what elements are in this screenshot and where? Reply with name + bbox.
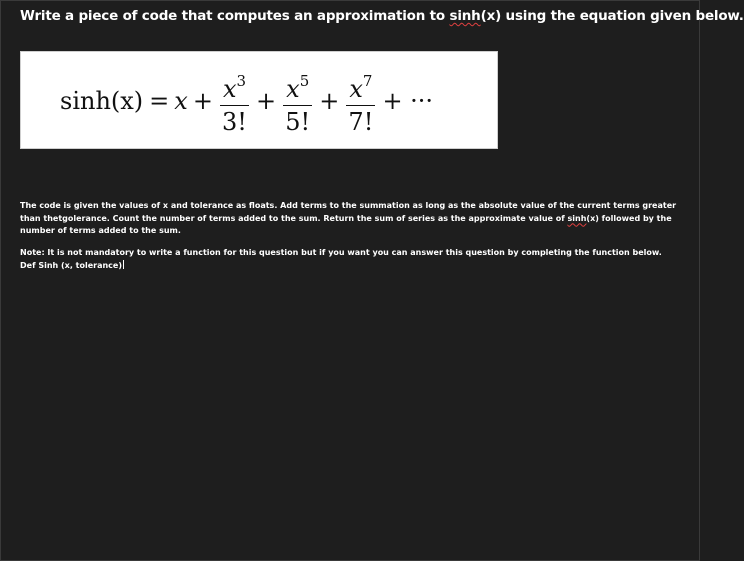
exponent: 3 <box>236 71 247 90</box>
term-x5 <box>283 67 312 136</box>
denominator: 3! <box>222 107 247 136</box>
question-title <box>20 6 744 26</box>
spellcheck-word: sinh <box>567 213 587 223</box>
denominator: 7! <box>348 107 374 136</box>
numerator <box>283 67 312 106</box>
plus-sign: + <box>256 87 277 115</box>
ellipsis-term: + ··· <box>382 87 434 115</box>
equals-sign: = <box>149 87 170 115</box>
numerator <box>346 67 375 106</box>
description-text-end: (x) followed by the number of terms added to the sum. <box>20 213 672 235</box>
note-text: Note: It is not mandatory to write a function for this question but if you want you can answer this question by completing the function below. <box>20 248 662 257</box>
function-signature[interactable] <box>20 260 685 273</box>
sinh-series-equation <box>59 52 438 150</box>
title-text-end: (x) using the equation given below. <box>480 8 744 24</box>
note-paragraph <box>20 247 685 272</box>
equation-first-term: x <box>174 87 188 115</box>
title-text: Write a piece of code that computes an approximation to <box>20 8 450 24</box>
numerator-base: x <box>349 74 363 103</box>
exponent: 5 <box>299 71 310 90</box>
plus-sign: + <box>192 87 213 115</box>
plus-sign: + <box>319 87 340 115</box>
exponent: 7 <box>362 71 373 90</box>
denominator: 5! <box>285 107 311 136</box>
text-cursor <box>123 260 124 269</box>
equation-lhs: sinh(x) <box>60 87 144 115</box>
description-text: The code is given the values of x and tolerance as floats. Add terms to the summation as long as the absolute value of the current terms greater than thetgolerance. Count the number of terms added to the sum. Return the sum of series as the approximate value of <box>20 201 677 223</box>
equation-image <box>20 51 498 149</box>
term-x3 <box>220 67 249 136</box>
numerator-base: x <box>286 74 300 103</box>
function-signature-text: Def Sinh (x, tolerance) <box>20 260 123 270</box>
description-paragraph <box>20 200 685 238</box>
term-x7 <box>346 67 375 136</box>
numerator <box>220 67 249 106</box>
spellcheck-word: sinh <box>449 8 481 24</box>
numerator-base: x <box>222 74 237 103</box>
